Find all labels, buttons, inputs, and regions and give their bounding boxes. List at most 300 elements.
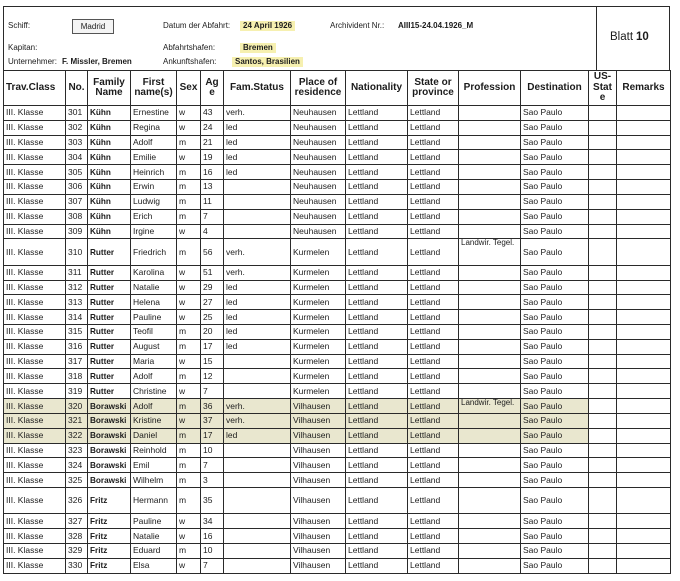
- cell-first-names: Elsa: [131, 558, 177, 573]
- cell-destination: Sao Paulo: [521, 194, 589, 209]
- cell-first-names: Natalie: [131, 280, 177, 295]
- cell-profession: [459, 339, 521, 354]
- cell-nationality: Lettland: [346, 120, 408, 135]
- cell-nationality: Lettland: [346, 180, 408, 195]
- cell-state-or-province: Lettland: [408, 458, 459, 473]
- cell-fam-status: led: [224, 280, 291, 295]
- cell-first-names: Reinhold: [131, 443, 177, 458]
- cell-trav-class: III. Klasse: [4, 135, 66, 150]
- table-row: [4, 339, 671, 354]
- cell-state-or-province: Lettland: [408, 339, 459, 354]
- cell-remarks: [617, 354, 671, 369]
- sheet-number: 10: [636, 31, 649, 43]
- table-row: [4, 529, 671, 544]
- cell-no: 320: [66, 399, 88, 414]
- cell-remarks: [617, 399, 671, 414]
- cell-profession: [459, 529, 521, 544]
- cell-profession: [459, 180, 521, 195]
- cell-family-name: Borawski: [88, 443, 131, 458]
- cell-first-names: Adolf: [131, 369, 177, 384]
- cell-age: 7: [201, 558, 224, 573]
- cell-remarks: [617, 295, 671, 310]
- cell-destination: Sao Paulo: [521, 295, 589, 310]
- cell-family-name: Kühn: [88, 120, 131, 135]
- table-row: [4, 514, 671, 529]
- cell-place-of-residence: Kurmelen: [291, 310, 346, 325]
- cell-remarks: [617, 224, 671, 239]
- cell-state-or-province: Lettland: [408, 369, 459, 384]
- cell-sex: m: [177, 239, 201, 265]
- cell-age: 19: [201, 150, 224, 165]
- cell-age: 21: [201, 135, 224, 150]
- cell-first-names: Daniel: [131, 428, 177, 443]
- cell-nationality: Lettland: [346, 413, 408, 428]
- cell-fam-status: led: [224, 428, 291, 443]
- cell-profession: [459, 165, 521, 180]
- cell-destination: Sao Paulo: [521, 106, 589, 121]
- cell-profession: [459, 194, 521, 209]
- cell-first-names: Irgine: [131, 224, 177, 239]
- departure-port: Bremen: [240, 43, 276, 53]
- cell-no: 306: [66, 180, 88, 195]
- cell-fam-status: [224, 558, 291, 573]
- cell-place-of-residence: Kurmelen: [291, 369, 346, 384]
- header-divider: [596, 6, 597, 70]
- cell-age: 7: [201, 209, 224, 224]
- cell-first-names: Ludwig: [131, 194, 177, 209]
- cell-remarks: [617, 413, 671, 428]
- cell-fam-status: led: [224, 339, 291, 354]
- cell-place-of-residence: Neuhausen: [291, 165, 346, 180]
- cell-trav-class: III. Klasse: [4, 339, 66, 354]
- table-row: [4, 209, 671, 224]
- cell-fam-status: led: [224, 150, 291, 165]
- cell-nationality: Lettland: [346, 280, 408, 295]
- cell-fam-status: [224, 180, 291, 195]
- cell-sex: m: [177, 209, 201, 224]
- cell-trav-class: III. Klasse: [4, 384, 66, 399]
- cell-age: 43: [201, 106, 224, 121]
- cell-first-names: Pauline: [131, 514, 177, 529]
- cell-sex: w: [177, 354, 201, 369]
- cell-nationality: Lettland: [346, 239, 408, 265]
- cell-us-state: [589, 339, 617, 354]
- cell-no: 321: [66, 413, 88, 428]
- cell-age: 25: [201, 310, 224, 325]
- cell-trav-class: III. Klasse: [4, 369, 66, 384]
- cell-sex: w: [177, 310, 201, 325]
- cell-family-name: Borawski: [88, 413, 131, 428]
- cell-nationality: Lettland: [346, 443, 408, 458]
- cell-age: 4: [201, 224, 224, 239]
- cell-us-state: [589, 384, 617, 399]
- cell-trav-class: III. Klasse: [4, 295, 66, 310]
- cell-destination: Sao Paulo: [521, 354, 589, 369]
- cell-age: 17: [201, 339, 224, 354]
- cell-sex: m: [177, 369, 201, 384]
- cell-remarks: [617, 325, 671, 340]
- cell-destination: Sao Paulo: [521, 369, 589, 384]
- cell-place-of-residence: Neuhausen: [291, 135, 346, 150]
- cell-nationality: Lettland: [346, 514, 408, 529]
- table-row: [4, 325, 671, 340]
- cell-us-state: [589, 239, 617, 265]
- cell-fam-status: led: [224, 295, 291, 310]
- table-row: [4, 428, 671, 443]
- cell-sex: w: [177, 106, 201, 121]
- cell-state-or-province: Lettland: [408, 209, 459, 224]
- cell-first-names: Ernestine: [131, 106, 177, 121]
- cell-us-state: [589, 224, 617, 239]
- cell-family-name: Kühn: [88, 165, 131, 180]
- cell-destination: Sao Paulo: [521, 428, 589, 443]
- cell-trav-class: III. Klasse: [4, 399, 66, 414]
- cell-no: 303: [66, 135, 88, 150]
- table-row: [4, 443, 671, 458]
- cell-sex: m: [177, 458, 201, 473]
- cell-nationality: Lettland: [346, 209, 408, 224]
- cell-sex: w: [177, 529, 201, 544]
- cell-destination: Sao Paulo: [521, 399, 589, 414]
- cell-us-state: [589, 514, 617, 529]
- cell-state-or-province: Lettland: [408, 487, 459, 513]
- cell-nationality: Lettland: [346, 295, 408, 310]
- cell-first-names: Kristine: [131, 413, 177, 428]
- cell-no: 329: [66, 544, 88, 559]
- cell-first-names: Pauline: [131, 310, 177, 325]
- cell-fam-status: led: [224, 310, 291, 325]
- cell-remarks: [617, 150, 671, 165]
- cell-destination: Sao Paulo: [521, 325, 589, 340]
- cell-age: 51: [201, 265, 224, 280]
- cell-profession: [459, 280, 521, 295]
- cell-nationality: Lettland: [346, 106, 408, 121]
- cell-state-or-province: Lettland: [408, 239, 459, 265]
- cell-state-or-province: Lettland: [408, 473, 459, 488]
- cell-place-of-residence: Neuhausen: [291, 180, 346, 195]
- cell-trav-class: III. Klasse: [4, 514, 66, 529]
- cell-trav-class: III. Klasse: [4, 413, 66, 428]
- cell-profession: [459, 428, 521, 443]
- cell-state-or-province: Lettland: [408, 106, 459, 121]
- cell-family-name: Fritz: [88, 558, 131, 573]
- cell-no: 301: [66, 106, 88, 121]
- departure-port-label: Abfahrtshafen:: [163, 43, 216, 52]
- cell-destination: Sao Paulo: [521, 487, 589, 513]
- cell-us-state: [589, 135, 617, 150]
- cell-family-name: Kühn: [88, 150, 131, 165]
- cell-sex: m: [177, 428, 201, 443]
- cell-no: 328: [66, 529, 88, 544]
- column-header-state-or-province: State or province: [408, 71, 459, 106]
- cell-fam-status: [224, 458, 291, 473]
- cell-place-of-residence: Kurmelen: [291, 339, 346, 354]
- cell-family-name: Fritz: [88, 487, 131, 513]
- table-header: [4, 71, 671, 106]
- cell-us-state: [589, 325, 617, 340]
- cell-family-name: Kühn: [88, 224, 131, 239]
- table-row: [4, 399, 671, 414]
- cell-destination: Sao Paulo: [521, 413, 589, 428]
- archive-label: Archivident Nr.:: [330, 21, 385, 30]
- column-header-family-name: Family Name: [88, 71, 131, 106]
- cell-profession: Landwir. Tegel.: [459, 239, 521, 265]
- cell-age: 36: [201, 399, 224, 414]
- cell-family-name: Rutter: [88, 384, 131, 399]
- cell-us-state: [589, 310, 617, 325]
- cell-remarks: [617, 165, 671, 180]
- cell-destination: Sao Paulo: [521, 165, 589, 180]
- cell-fam-status: led: [224, 120, 291, 135]
- table-row: [4, 413, 671, 428]
- cell-family-name: Rutter: [88, 265, 131, 280]
- cell-no: 309: [66, 224, 88, 239]
- cell-place-of-residence: Vilhausen: [291, 514, 346, 529]
- cell-profession: [459, 443, 521, 458]
- cell-state-or-province: Lettland: [408, 224, 459, 239]
- cell-nationality: Lettland: [346, 384, 408, 399]
- cell-sex: w: [177, 384, 201, 399]
- company-label: Unternehmer:: [8, 57, 57, 66]
- cell-remarks: [617, 487, 671, 513]
- cell-remarks: [617, 265, 671, 280]
- cell-remarks: [617, 239, 671, 265]
- cell-state-or-province: Lettland: [408, 310, 459, 325]
- cell-family-name: Fritz: [88, 529, 131, 544]
- cell-place-of-residence: Vilhausen: [291, 544, 346, 559]
- sheet-label: Blatt: [610, 31, 634, 43]
- cell-fam-status: verh.: [224, 265, 291, 280]
- cell-trav-class: III. Klasse: [4, 180, 66, 195]
- table-row: [4, 194, 671, 209]
- cell-destination: Sao Paulo: [521, 339, 589, 354]
- cell-family-name: Kühn: [88, 180, 131, 195]
- cell-no: 305: [66, 165, 88, 180]
- cell-fam-status: verh.: [224, 399, 291, 414]
- cell-fam-status: [224, 354, 291, 369]
- cell-first-names: Emilie: [131, 150, 177, 165]
- cell-first-names: Heinrich: [131, 165, 177, 180]
- cell-sex: w: [177, 224, 201, 239]
- column-header-fam-status: Fam.Status: [224, 71, 291, 106]
- cell-profession: [459, 135, 521, 150]
- header-row: [4, 71, 671, 106]
- cell-trav-class: III. Klasse: [4, 120, 66, 135]
- cell-sex: w: [177, 280, 201, 295]
- cell-nationality: Lettland: [346, 165, 408, 180]
- ship-name: Madrid: [72, 19, 114, 34]
- sheet-indicator: [610, 31, 649, 43]
- cell-trav-class: III. Klasse: [4, 194, 66, 209]
- cell-trav-class: III. Klasse: [4, 354, 66, 369]
- cell-first-names: Christine: [131, 384, 177, 399]
- cell-no: 307: [66, 194, 88, 209]
- cell-state-or-province: Lettland: [408, 135, 459, 150]
- cell-destination: Sao Paulo: [521, 265, 589, 280]
- cell-sex: m: [177, 544, 201, 559]
- cell-fam-status: [224, 473, 291, 488]
- cell-sex: w: [177, 558, 201, 573]
- cell-age: 10: [201, 544, 224, 559]
- cell-first-names: Erwin: [131, 180, 177, 195]
- cell-place-of-residence: Vilhausen: [291, 428, 346, 443]
- cell-age: 24: [201, 120, 224, 135]
- cell-first-names: Natalie: [131, 529, 177, 544]
- table-row: [4, 369, 671, 384]
- cell-no: 322: [66, 428, 88, 443]
- arrival-port-label: Ankunftshafen:: [163, 57, 217, 66]
- cell-nationality: Lettland: [346, 310, 408, 325]
- column-header-remarks: Remarks: [617, 71, 671, 106]
- cell-destination: Sao Paulo: [521, 120, 589, 135]
- cell-state-or-province: Lettland: [408, 354, 459, 369]
- cell-nationality: Lettland: [346, 325, 408, 340]
- cell-age: 10: [201, 443, 224, 458]
- cell-profession: [459, 310, 521, 325]
- cell-state-or-province: Lettland: [408, 180, 459, 195]
- cell-us-state: [589, 209, 617, 224]
- cell-age: 27: [201, 295, 224, 310]
- cell-trav-class: III. Klasse: [4, 239, 66, 265]
- cell-fam-status: led: [224, 325, 291, 340]
- column-header-profession: Profession: [459, 71, 521, 106]
- cell-fam-status: [224, 529, 291, 544]
- cell-us-state: [589, 165, 617, 180]
- cell-no: 323: [66, 443, 88, 458]
- cell-state-or-province: Lettland: [408, 194, 459, 209]
- cell-destination: Sao Paulo: [521, 473, 589, 488]
- cell-us-state: [589, 558, 617, 573]
- cell-place-of-residence: Kurmelen: [291, 325, 346, 340]
- table-row: [4, 354, 671, 369]
- cell-family-name: Rutter: [88, 295, 131, 310]
- cell-remarks: [617, 443, 671, 458]
- cell-remarks: [617, 339, 671, 354]
- column-header-sex: Sex: [177, 71, 201, 106]
- cell-no: 314: [66, 310, 88, 325]
- cell-remarks: [617, 473, 671, 488]
- cell-nationality: Lettland: [346, 558, 408, 573]
- cell-age: 11: [201, 194, 224, 209]
- cell-sex: w: [177, 150, 201, 165]
- cell-family-name: Rutter: [88, 369, 131, 384]
- cell-sex: m: [177, 325, 201, 340]
- cell-family-name: Kühn: [88, 209, 131, 224]
- cell-sex: m: [177, 180, 201, 195]
- cell-fam-status: [224, 384, 291, 399]
- cell-sex: m: [177, 473, 201, 488]
- cell-sex: w: [177, 295, 201, 310]
- cell-family-name: Fritz: [88, 544, 131, 559]
- cell-family-name: Rutter: [88, 239, 131, 265]
- cell-sex: m: [177, 165, 201, 180]
- cell-first-names: Friedrich: [131, 239, 177, 265]
- cell-profession: [459, 106, 521, 121]
- cell-first-names: Regina: [131, 120, 177, 135]
- cell-state-or-province: Lettland: [408, 120, 459, 135]
- cell-fam-status: [224, 209, 291, 224]
- company: F. Missler, Bremen: [62, 57, 132, 66]
- cell-first-names: Adolf: [131, 399, 177, 414]
- cell-fam-status: [224, 443, 291, 458]
- column-header-place-of-residence: Place of residence: [291, 71, 346, 106]
- cell-state-or-province: Lettland: [408, 295, 459, 310]
- cell-destination: Sao Paulo: [521, 135, 589, 150]
- cell-trav-class: III. Klasse: [4, 325, 66, 340]
- cell-place-of-residence: Kurmelen: [291, 354, 346, 369]
- arrival-port: Santos, Brasilien: [232, 57, 303, 67]
- cell-family-name: Rutter: [88, 339, 131, 354]
- cell-trav-class: III. Klasse: [4, 106, 66, 121]
- cell-first-names: Maria: [131, 354, 177, 369]
- cell-state-or-province: Lettland: [408, 443, 459, 458]
- cell-profession: [459, 558, 521, 573]
- cell-remarks: [617, 558, 671, 573]
- cell-profession: [459, 265, 521, 280]
- cell-us-state: [589, 413, 617, 428]
- cell-state-or-province: Lettland: [408, 413, 459, 428]
- cell-trav-class: III. Klasse: [4, 165, 66, 180]
- cell-nationality: Lettland: [346, 544, 408, 559]
- cell-profession: [459, 354, 521, 369]
- cell-profession: [459, 458, 521, 473]
- cell-us-state: [589, 443, 617, 458]
- cell-no: 317: [66, 354, 88, 369]
- cell-place-of-residence: Vilhausen: [291, 529, 346, 544]
- cell-us-state: [589, 529, 617, 544]
- cell-age: 13: [201, 180, 224, 195]
- cell-sex: m: [177, 487, 201, 513]
- cell-nationality: Lettland: [346, 458, 408, 473]
- cell-nationality: Lettland: [346, 194, 408, 209]
- cell-fam-status: [224, 369, 291, 384]
- cell-place-of-residence: Neuhausen: [291, 106, 346, 121]
- cell-nationality: Lettland: [346, 369, 408, 384]
- table-row: [4, 310, 671, 325]
- cell-us-state: [589, 295, 617, 310]
- cell-fam-status: [224, 224, 291, 239]
- cell-place-of-residence: Neuhausen: [291, 150, 346, 165]
- passenger-table: [3, 70, 671, 574]
- cell-sex: w: [177, 413, 201, 428]
- cell-us-state: [589, 487, 617, 513]
- cell-no: 308: [66, 209, 88, 224]
- cell-nationality: Lettland: [346, 487, 408, 513]
- cell-profession: [459, 487, 521, 513]
- cell-age: 56: [201, 239, 224, 265]
- cell-sex: m: [177, 443, 201, 458]
- cell-fam-status: verh.: [224, 413, 291, 428]
- cell-nationality: Lettland: [346, 135, 408, 150]
- cell-profession: [459, 325, 521, 340]
- column-header-trav-class: Trav.Class: [4, 71, 66, 106]
- cell-age: 37: [201, 413, 224, 428]
- cell-no: 311: [66, 265, 88, 280]
- cell-place-of-residence: Kurmelen: [291, 280, 346, 295]
- cell-family-name: Kühn: [88, 106, 131, 121]
- cell-age: 3: [201, 473, 224, 488]
- cell-first-names: August: [131, 339, 177, 354]
- cell-destination: Sao Paulo: [521, 150, 589, 165]
- cell-destination: Sao Paulo: [521, 558, 589, 573]
- cell-sex: m: [177, 194, 201, 209]
- cell-trav-class: III. Klasse: [4, 265, 66, 280]
- cell-destination: Sao Paulo: [521, 239, 589, 265]
- cell-remarks: [617, 209, 671, 224]
- cell-nationality: Lettland: [346, 150, 408, 165]
- cell-fam-status: verh.: [224, 106, 291, 121]
- table-row: [4, 384, 671, 399]
